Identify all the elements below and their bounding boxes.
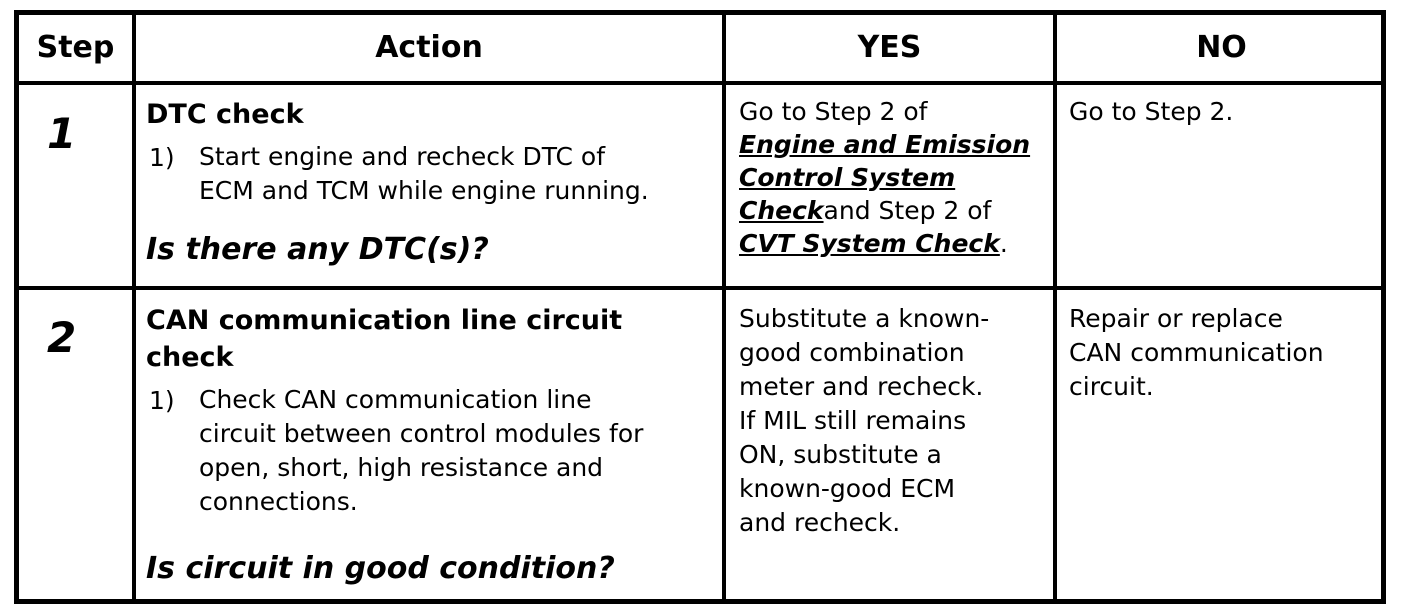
yes-text: [739, 227, 1008, 260]
item-text-line: Check CAN communication line: [199, 385, 592, 414]
column-divider: [132, 15, 136, 599]
yes-text: and Step 2 of: [823, 196, 992, 225]
item-text-line: open, short, high resistance and: [199, 453, 604, 482]
yes-text: [739, 194, 991, 227]
row-divider: [19, 286, 1381, 290]
diagnostic-table: [14, 10, 1386, 604]
step-question: Is there any DTC(s)?: [146, 232, 489, 267]
yes-text: If MIL still remains: [739, 406, 967, 435]
item-text-line: Start engine and recheck DTC of: [199, 142, 606, 171]
step-title: CAN communication line circuit: [146, 305, 623, 336]
step-number: 1: [47, 109, 77, 158]
no-text: CAN communication: [1069, 338, 1324, 367]
yes-text: meter and recheck.: [739, 372, 984, 401]
yes-text: ON, substitute a: [739, 440, 942, 469]
yes-text: known-good ECM: [739, 474, 956, 503]
yes-text: Go to Step 2 of: [739, 97, 928, 126]
step-title: DTC check: [146, 99, 304, 130]
item-number: 1): [149, 386, 175, 415]
column-divider: [722, 15, 726, 599]
yes-text: Substitute a known-: [739, 304, 990, 333]
item-text-line: circuit between control modules for: [199, 419, 644, 448]
engine-emission-check-link[interactable]: Control System: [739, 163, 956, 192]
no-text: Go to Step 2.: [1069, 97, 1234, 126]
item-text-line: ECM and TCM while engine running.: [199, 176, 649, 205]
no-text: Repair or replace: [1069, 304, 1283, 333]
row-divider: [19, 81, 1381, 85]
yes-text: and recheck.: [739, 508, 901, 537]
header-no: NO: [1196, 30, 1247, 65]
engine-emission-check-link[interactable]: Check: [739, 196, 824, 225]
step-title: check: [146, 342, 234, 373]
item-text-line: connections.: [199, 487, 358, 516]
cvt-system-check-link[interactable]: CVT System Check: [739, 229, 1000, 258]
step-question: Is circuit in good condition?: [146, 551, 615, 586]
header-action: Action: [375, 30, 483, 65]
item-number: 1): [149, 143, 175, 172]
yes-text: good combination: [739, 338, 965, 367]
header-yes: YES: [857, 30, 922, 65]
engine-emission-check-link[interactable]: Engine and Emission: [739, 130, 1031, 159]
no-text: circuit.: [1069, 372, 1154, 401]
yes-text: .: [999, 229, 1008, 258]
step-number: 2: [47, 313, 77, 362]
header-step: Step: [36, 30, 115, 65]
column-divider: [1053, 15, 1057, 599]
